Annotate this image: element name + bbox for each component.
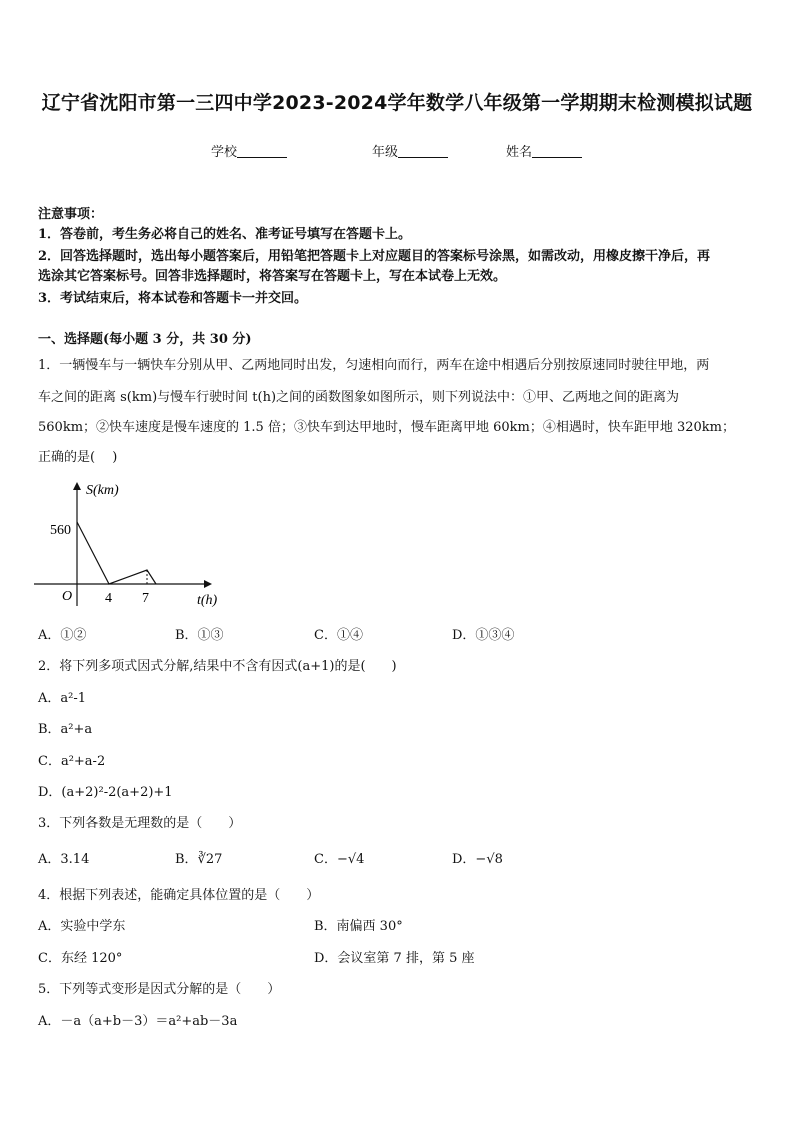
grade-label: 年级: [372, 145, 399, 160]
note-item: 3．考试结束后，将本试卷和答题卡一并交回。: [38, 291, 308, 306]
option-c[interactable]: C．−√4: [314, 852, 365, 867]
option-d[interactable]: D．会议室第 7 排，第 5 座: [314, 951, 475, 966]
y-tick-560: 560: [50, 523, 71, 538]
y-axis-label: S(km): [86, 483, 119, 498]
option-b[interactable]: B．a²+a: [38, 722, 93, 737]
option-d[interactable]: D．①③④: [452, 628, 515, 643]
name-label: 姓名: [506, 145, 533, 160]
origin-label: O: [62, 589, 73, 604]
x-tick-4: 4: [105, 591, 112, 606]
school-field[interactable]: [211, 141, 287, 160]
note-item: 1．答卷前，考生务必将自己的姓名、准考证号填写在答题卡上。: [38, 227, 412, 242]
x-axis-arrow: [204, 580, 212, 588]
school-label: 学校: [211, 145, 238, 160]
graph-line: [77, 522, 156, 584]
question-5-stem: 5．下列等式变形是因式分解的是（ ）: [38, 982, 281, 997]
question-4-stem: 4．根据下列表述，能确定具体位置的是（ ）: [38, 888, 320, 903]
distance-time-graph: [34, 476, 234, 616]
question-3-stem: 3．下列各数是无理数的是（ ）: [38, 816, 242, 831]
notes-heading: 注意事项：: [38, 207, 104, 222]
option-c[interactable]: C．a²+a-2: [38, 754, 106, 769]
option-c[interactable]: C．东经 120°: [38, 951, 123, 966]
question-2-stem: 2．将下列多项式因式分解,结果中不含有因式(a+1)的是( ): [38, 659, 397, 674]
option-a[interactable]: A．－a（a+b－3）＝a²+ab－3a: [38, 1014, 238, 1029]
option-a[interactable]: A．a²-1: [38, 691, 87, 706]
option-b[interactable]: B．∛27: [175, 852, 223, 867]
question-1-line: 正确的是( ): [38, 450, 118, 465]
name-blank[interactable]: [532, 144, 582, 158]
name-field[interactable]: [506, 141, 582, 160]
option-b[interactable]: B．①③: [175, 628, 224, 643]
option-a[interactable]: A．3.14: [38, 852, 90, 867]
x-tick-7: 7: [142, 591, 149, 606]
option-d[interactable]: D．(a+2)²-2(a+2)+1: [38, 785, 173, 800]
section-heading: 一、选择题(每小题 3 分，共 30 分): [38, 332, 252, 347]
question-1-line: 560km；②快车速度是慢车速度的 1.5 倍；③快车到达甲地时，慢车距离甲地 60km；④相遇时，快车距甲地 320km；: [38, 420, 735, 435]
question-1-line: 车之间的距离 s(km)与慢车行驶时间 t(h)之间的函数图象如图所示，则下列说法中：①甲、乙两地之间的距离为: [38, 390, 680, 405]
question-1-line: 1．一辆慢车与一辆快车分别从甲、乙两地同时出发，匀速相向而行，两车在途中相遇后分别按原速同时驶往甲地，两: [38, 358, 710, 373]
option-d[interactable]: D．−√8: [452, 852, 503, 867]
y-axis-arrow: [73, 482, 81, 490]
note-item: 2．回答选择题时，选出每小题答案后，用铅笔把答题卡上对应题目的答案标号涂黑，如需改动，用橡皮擦干净后，再: [38, 249, 711, 264]
note-item: 选涂其它答案标号。回答非选择题时，将答案写在答题卡上，写在本试卷上无效。: [38, 269, 507, 284]
option-c[interactable]: C．①④: [314, 628, 363, 643]
grade-field[interactable]: [372, 141, 448, 160]
page-title: 辽宁省沈阳市第一三四中学2023-2024学年数学八年级第一学期期末检测模拟试题: [41, 92, 753, 114]
grade-blank[interactable]: [398, 144, 448, 158]
school-blank[interactable]: [237, 144, 287, 158]
option-a[interactable]: A．实验中学东: [38, 919, 126, 934]
option-a[interactable]: A．①②: [38, 628, 87, 643]
x-axis-label: t(h): [197, 593, 218, 608]
option-b[interactable]: B．南偏西 30°: [314, 919, 403, 934]
